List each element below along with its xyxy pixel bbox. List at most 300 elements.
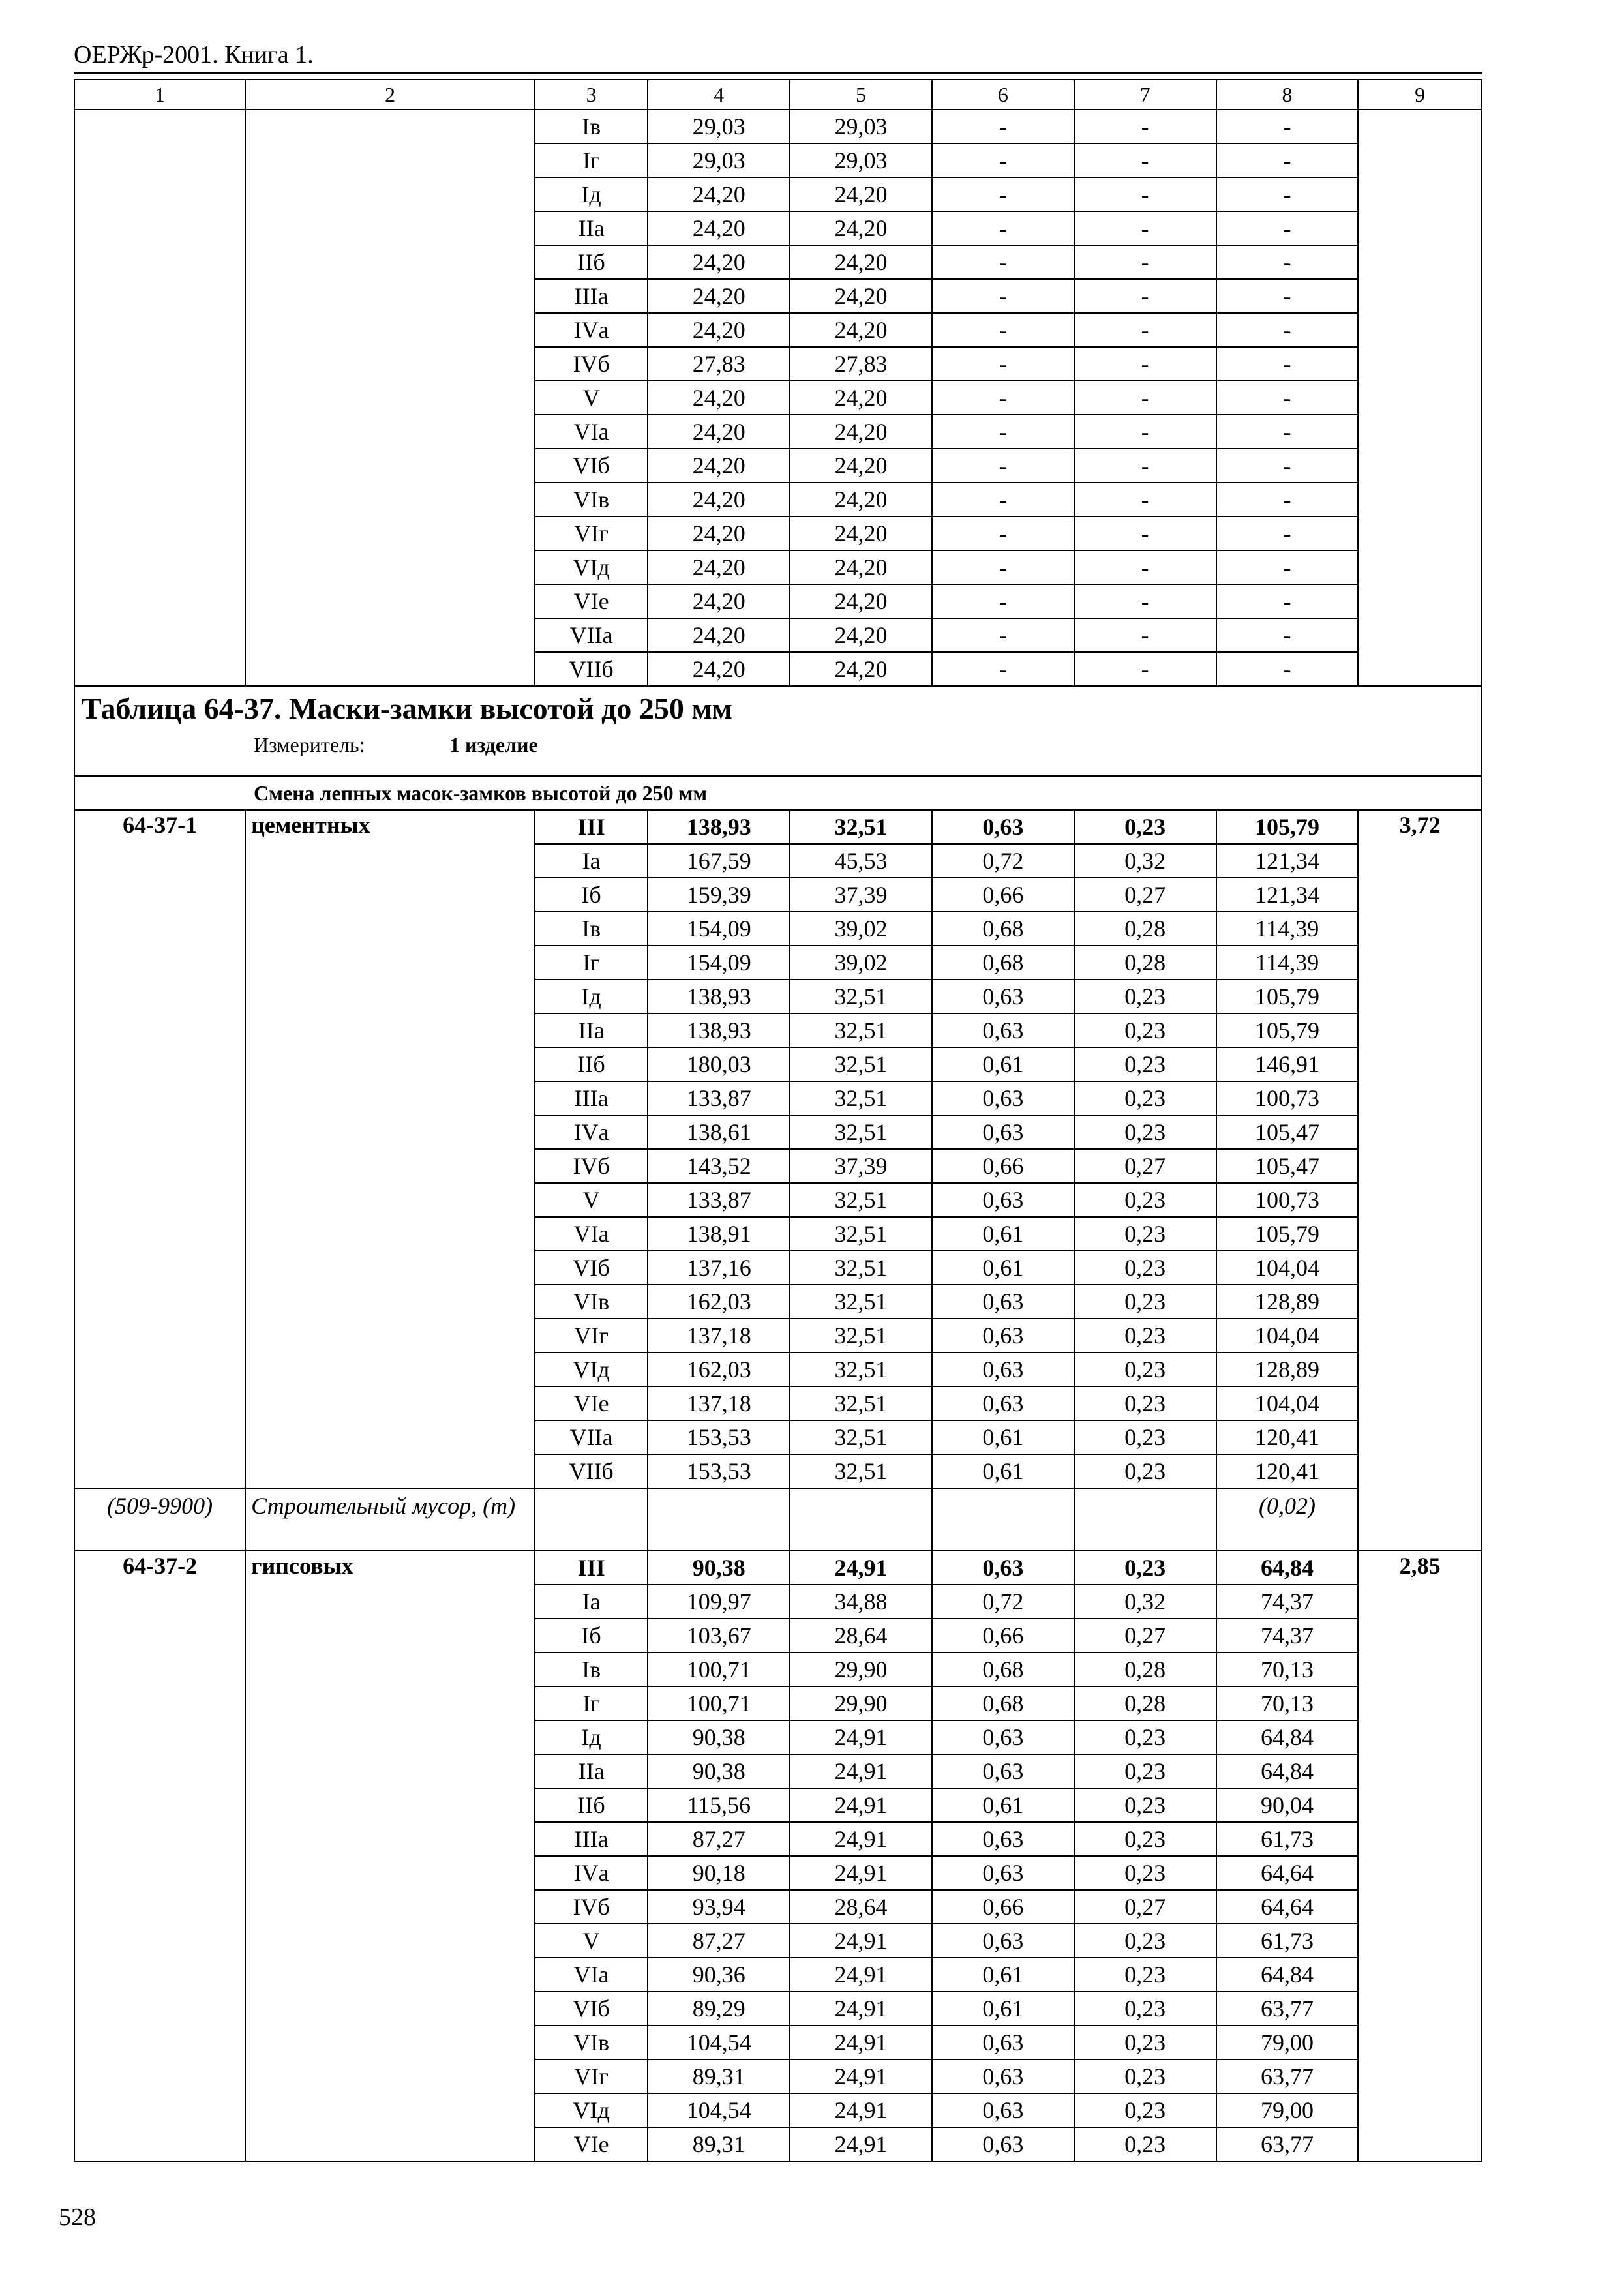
value-cell: 0,63 — [932, 810, 1074, 844]
value-cell: - — [932, 618, 1074, 652]
value-cell: 133,87 — [648, 1081, 790, 1115]
value-cell: 24,20 — [790, 415, 932, 449]
value-cell: VIг — [535, 2059, 648, 2093]
value-cell: 87,27 — [648, 1822, 790, 1856]
value-cell: 0,27 — [1074, 1619, 1216, 1653]
value-cell: - — [1074, 516, 1216, 550]
value-cell: VIб — [535, 1251, 648, 1285]
value-cell: - — [1216, 110, 1359, 143]
value-cell: 90,18 — [648, 1856, 790, 1890]
value-cell: 138,93 — [648, 980, 790, 1013]
value-cell: 24,20 — [790, 177, 932, 211]
value-cell: VIIб — [535, 652, 648, 686]
resource-value: (0,02) — [1216, 1488, 1359, 1551]
column-number: 3 — [535, 80, 648, 110]
value-cell: 32,51 — [790, 1285, 932, 1319]
value-cell: - — [1216, 211, 1359, 245]
value-cell: 24,91 — [790, 1822, 932, 1856]
value-cell: 104,04 — [1216, 1251, 1359, 1285]
value-cell: 74,37 — [1216, 1585, 1359, 1619]
resource-row — [74, 1488, 1482, 1551]
value-cell: - — [932, 449, 1074, 483]
value-cell: - — [1216, 550, 1359, 584]
value-cell: 24,20 — [648, 618, 790, 652]
value-cell: 29,90 — [790, 1686, 932, 1720]
value-cell: - — [1216, 279, 1359, 313]
value-cell: 24,20 — [648, 415, 790, 449]
value-cell: 64,64 — [1216, 1856, 1359, 1890]
value-cell: 0,23 — [1074, 1217, 1216, 1251]
empty-cell — [790, 1488, 932, 1551]
value-cell: 24,20 — [648, 584, 790, 618]
value-cell: 0,63 — [932, 1081, 1074, 1115]
value-cell: 29,03 — [648, 143, 790, 177]
value-cell: 24,20 — [790, 211, 932, 245]
table-title-row — [74, 686, 1482, 776]
value-cell: 105,47 — [1216, 1115, 1359, 1149]
value-cell: III — [535, 1551, 648, 1585]
value-cell: 0,23 — [1074, 1454, 1216, 1488]
value-cell: 0,23 — [1074, 1081, 1216, 1115]
value-cell: - — [1216, 313, 1359, 347]
value-cell: 0,63 — [932, 2026, 1074, 2059]
value-cell: 0,23 — [1074, 1285, 1216, 1319]
value-cell: - — [1074, 110, 1216, 143]
value-cell: 121,34 — [1216, 844, 1359, 878]
value-cell: - — [1074, 550, 1216, 584]
value-cell: 24,91 — [790, 2127, 932, 2161]
value-cell: 32,51 — [790, 1251, 932, 1285]
value-cell: 32,51 — [790, 1319, 932, 1353]
value-cell: 0,27 — [1074, 1149, 1216, 1183]
value-cell: 0,32 — [1074, 1585, 1216, 1619]
value-cell: - — [932, 584, 1074, 618]
value-cell: - — [1216, 652, 1359, 686]
value-cell: Iв — [535, 110, 648, 143]
value-cell: 0,63 — [932, 1115, 1074, 1149]
value-cell: - — [932, 483, 1074, 516]
value-cell: - — [932, 313, 1074, 347]
value-cell: 32,51 — [790, 1217, 932, 1251]
value-cell: 89,31 — [648, 2127, 790, 2161]
value-cell: 0,63 — [932, 980, 1074, 1013]
value-cell: 24,91 — [790, 1551, 932, 1585]
value-cell: 104,04 — [1216, 1319, 1359, 1353]
empty-cell — [648, 1488, 790, 1551]
value-cell: 0,66 — [932, 878, 1074, 912]
value-cell: 0,68 — [932, 1653, 1074, 1686]
value-cell: 0,32 — [1074, 844, 1216, 878]
value-cell: 37,39 — [790, 878, 932, 912]
value-cell: 0,61 — [932, 1788, 1074, 1822]
value-cell: VIе — [535, 1386, 648, 1420]
value-cell: 104,04 — [1216, 1386, 1359, 1420]
value-cell: - — [932, 110, 1074, 143]
value-cell: 0,68 — [932, 1686, 1074, 1720]
value-cell: 32,51 — [790, 1183, 932, 1217]
value-cell: 0,63 — [932, 1319, 1074, 1353]
value-cell: 0,23 — [1074, 1754, 1216, 1788]
table-title-cell — [74, 686, 1482, 776]
value-cell: - — [932, 279, 1074, 313]
value-cell: 24,20 — [648, 652, 790, 686]
value-cell: - — [1216, 347, 1359, 381]
value-cell: - — [1216, 618, 1359, 652]
value-cell: 0,23 — [1074, 2026, 1216, 2059]
value-cell: 24,20 — [648, 483, 790, 516]
value-cell: III — [535, 810, 648, 844]
value-cell: IVа — [535, 1856, 648, 1890]
measure-label: Измеритель: — [254, 733, 365, 756]
value-cell: - — [1074, 347, 1216, 381]
value-cell: VIг — [535, 516, 648, 550]
value-cell: 64,84 — [1216, 1551, 1359, 1585]
value-cell: - — [1216, 415, 1359, 449]
value-cell: - — [932, 415, 1074, 449]
value-cell: 28,64 — [790, 1619, 932, 1653]
value-cell: IIб — [535, 1047, 648, 1081]
value-cell: VIа — [535, 1958, 648, 1992]
value-cell: - — [1074, 652, 1216, 686]
value-cell: 89,29 — [648, 1992, 790, 2026]
value-cell: 24,91 — [790, 1856, 932, 1890]
value-cell: 114,39 — [1216, 946, 1359, 980]
value-cell: 100,73 — [1216, 1081, 1359, 1115]
value-cell: 0,68 — [932, 912, 1074, 946]
value-cell: 138,91 — [648, 1217, 790, 1251]
value-cell: IVб — [535, 1890, 648, 1924]
value-cell: 24,91 — [790, 2059, 932, 2093]
value-cell: 104,54 — [648, 2093, 790, 2127]
value-cell: 24,20 — [790, 550, 932, 584]
page-number: 528 — [59, 2204, 96, 2231]
value-cell: 28,64 — [790, 1890, 932, 1924]
value-cell: 153,53 — [648, 1454, 790, 1488]
value-cell: Iв — [535, 912, 648, 946]
value-cell: 0,63 — [932, 1285, 1074, 1319]
value-cell: - — [932, 550, 1074, 584]
value-cell: 0,63 — [932, 2127, 1074, 2161]
value-cell: 0,23 — [1074, 1183, 1216, 1217]
value-cell: 0,66 — [932, 1149, 1074, 1183]
value-cell: 89,31 — [648, 2059, 790, 2093]
column-number: 5 — [790, 80, 932, 110]
value-cell: 24,91 — [790, 1720, 932, 1754]
value-cell: 32,51 — [790, 1081, 932, 1115]
value-cell: 34,88 — [790, 1585, 932, 1619]
value-cell: 32,51 — [790, 1353, 932, 1386]
value-cell: 0,63 — [932, 1754, 1074, 1788]
value-cell: 32,51 — [790, 980, 932, 1013]
value-cell: 0,61 — [932, 1251, 1074, 1285]
value-cell: IIб — [535, 1788, 648, 1822]
value-cell: 39,02 — [790, 912, 932, 946]
value-cell: 24,20 — [648, 381, 790, 415]
value-cell: 0,66 — [932, 1890, 1074, 1924]
value-cell: 24,20 — [648, 516, 790, 550]
value-cell: VIIб — [535, 1454, 648, 1488]
value-cell: - — [1074, 279, 1216, 313]
value-cell: 64,84 — [1216, 1958, 1359, 1992]
value-cell: 29,03 — [648, 110, 790, 143]
value-cell: V — [535, 381, 648, 415]
value-cell: - — [1216, 584, 1359, 618]
value-cell: 0,28 — [1074, 1653, 1216, 1686]
value-cell: 0,23 — [1074, 1047, 1216, 1081]
value-cell: VIв — [535, 2026, 648, 2059]
value-cell: 24,91 — [790, 1788, 932, 1822]
value-cell: - — [1074, 618, 1216, 652]
empty-cell — [1074, 1488, 1216, 1551]
value-cell: 0,23 — [1074, 1992, 1216, 2026]
empty-cell — [932, 1488, 1074, 1551]
value-cell: 120,41 — [1216, 1420, 1359, 1454]
value-cell: 0,23 — [1074, 1788, 1216, 1822]
value-cell: 45,53 — [790, 844, 932, 878]
value-cell: 109,97 — [648, 1585, 790, 1619]
value-cell: 137,16 — [648, 1251, 790, 1285]
value-cell: 63,77 — [1216, 1992, 1359, 2026]
value-cell: 79,00 — [1216, 2093, 1359, 2127]
value-cell: VIб — [535, 1992, 648, 2026]
value-cell: 39,02 — [790, 946, 932, 980]
value-cell: 32,51 — [790, 1454, 932, 1488]
value-cell: 154,09 — [648, 946, 790, 980]
value-cell: Iа — [535, 1585, 648, 1619]
column-number: 9 — [1358, 80, 1482, 110]
column-number-row — [74, 80, 1482, 110]
value-cell: 162,03 — [648, 1285, 790, 1319]
resource-name: Строительный мусор, (т) — [245, 1488, 535, 1551]
value-cell: 32,51 — [790, 1386, 932, 1420]
item-code: 64-37-1 — [74, 810, 245, 1488]
value-cell: 104,54 — [648, 2026, 790, 2059]
value-cell: 24,20 — [790, 245, 932, 279]
value-cell: VIд — [535, 550, 648, 584]
value-cell: 128,89 — [1216, 1353, 1359, 1386]
value-cell: 162,03 — [648, 1353, 790, 1386]
value-cell: IVа — [535, 1115, 648, 1149]
value-cell: 90,38 — [648, 1720, 790, 1754]
value-cell: 0,23 — [1074, 1353, 1216, 1386]
value-cell: 61,73 — [1216, 1822, 1359, 1856]
value-cell: 159,39 — [648, 878, 790, 912]
value-cell: 24,20 — [790, 652, 932, 686]
value-cell: - — [1216, 381, 1359, 415]
value-cell: 0,23 — [1074, 1386, 1216, 1420]
value-cell: V — [535, 1183, 648, 1217]
value-cell: - — [932, 381, 1074, 415]
value-cell: 137,18 — [648, 1319, 790, 1353]
value-cell: 103,67 — [648, 1619, 790, 1653]
value-cell: 0,23 — [1074, 1251, 1216, 1285]
value-cell: 120,41 — [1216, 1454, 1359, 1488]
value-cell: 0,63 — [932, 1822, 1074, 1856]
value-cell: 24,91 — [790, 1754, 932, 1788]
value-cell: VIе — [535, 2127, 648, 2161]
value-cell: 115,56 — [648, 1788, 790, 1822]
value-cell: Iг — [535, 1686, 648, 1720]
value-cell: 29,03 — [790, 110, 932, 143]
value-cell: 121,34 — [1216, 878, 1359, 912]
value-cell: 32,51 — [790, 1047, 932, 1081]
value-cell: 128,89 — [1216, 1285, 1359, 1319]
value-cell: - — [932, 143, 1074, 177]
value-cell: 0,23 — [1074, 2127, 1216, 2161]
value-cell: VIIа — [535, 1420, 648, 1454]
value-cell: 0,23 — [1074, 810, 1216, 844]
value-cell: 24,20 — [790, 313, 932, 347]
item-name: гипсовых — [245, 1551, 535, 2161]
value-cell: VIа — [535, 1217, 648, 1251]
value-cell: 143,52 — [648, 1149, 790, 1183]
value-cell: - — [1074, 245, 1216, 279]
value-cell: Iг — [535, 946, 648, 980]
value-cell: - — [1216, 245, 1359, 279]
value-cell: - — [932, 347, 1074, 381]
value-cell: 0,63 — [932, 1183, 1074, 1217]
value-cell: 138,93 — [648, 810, 790, 844]
value-cell: - — [1074, 211, 1216, 245]
value-cell: 0,63 — [932, 1386, 1074, 1420]
measure-value: 1 изделие — [449, 733, 538, 756]
value-cell: Iб — [535, 1619, 648, 1653]
value-cell: 0,61 — [932, 1958, 1074, 1992]
value-cell: 138,61 — [648, 1115, 790, 1149]
item-total: 2,85 — [1358, 1551, 1482, 2161]
value-cell: 0,61 — [932, 1454, 1074, 1488]
value-cell: - — [932, 177, 1074, 211]
value-cell: - — [1216, 516, 1359, 550]
value-cell: 0,61 — [932, 1420, 1074, 1454]
value-cell: 0,72 — [932, 844, 1074, 878]
value-cell: 0,23 — [1074, 1013, 1216, 1047]
value-cell: 0,23 — [1074, 1115, 1216, 1149]
value-cell: 27,83 — [648, 347, 790, 381]
value-cell: Iа — [535, 844, 648, 878]
value-cell: 0,63 — [932, 2093, 1074, 2127]
value-cell: 100,71 — [648, 1686, 790, 1720]
value-cell: VIв — [535, 483, 648, 516]
table-title: Таблица 64-37. Маски-замки высотой до 250 мм — [82, 692, 733, 725]
value-cell: 0,27 — [1074, 1890, 1216, 1924]
value-cell: 24,20 — [648, 279, 790, 313]
column-number: 2 — [245, 80, 535, 110]
section-title: Смена лепных масок-замков высотой до 250 мм — [74, 776, 1482, 810]
value-cell: 37,39 — [790, 1149, 932, 1183]
value-cell: 0,23 — [1074, 1720, 1216, 1754]
value-cell: IIа — [535, 1013, 648, 1047]
value-cell: 63,77 — [1216, 2059, 1359, 2093]
value-cell: VIд — [535, 2093, 648, 2127]
value-cell: 24,91 — [790, 1992, 932, 2026]
rates-table-body — [74, 80, 1482, 2161]
value-cell: Iд — [535, 177, 648, 211]
resource-code: (509-9900) — [74, 1488, 245, 1551]
value-cell: IIа — [535, 1754, 648, 1788]
value-cell: 29,90 — [790, 1653, 932, 1686]
value-cell: 24,20 — [790, 483, 932, 516]
section-row — [74, 776, 1482, 810]
table-row — [74, 1551, 1482, 1585]
value-cell: - — [1074, 449, 1216, 483]
value-cell: 24,20 — [648, 245, 790, 279]
value-cell: 74,37 — [1216, 1619, 1359, 1653]
value-cell: V — [535, 1924, 648, 1958]
value-cell: 24,20 — [790, 516, 932, 550]
table-row — [74, 110, 1482, 143]
value-cell: - — [1216, 177, 1359, 211]
value-cell: 146,91 — [1216, 1047, 1359, 1081]
value-cell: 32,51 — [790, 1420, 932, 1454]
value-cell: 24,91 — [790, 2093, 932, 2127]
value-cell: 24,91 — [790, 1958, 932, 1992]
value-cell: 64,84 — [1216, 1720, 1359, 1754]
value-cell: 0,23 — [1074, 1958, 1216, 1992]
page-header: ОЕРЖр-2001. Книга 1. — [74, 41, 314, 68]
value-cell: 0,63 — [932, 1551, 1074, 1585]
value-cell: 0,63 — [932, 1013, 1074, 1047]
value-cell: IVа — [535, 313, 648, 347]
item-code: 64-37-2 — [74, 1551, 245, 2161]
value-cell: 24,91 — [790, 1924, 932, 1958]
value-cell: 24,20 — [790, 449, 932, 483]
value-cell: - — [1074, 483, 1216, 516]
table-row — [74, 810, 1482, 844]
value-cell: VIIа — [535, 618, 648, 652]
value-cell: 100,71 — [648, 1653, 790, 1686]
value-cell: 0,23 — [1074, 1319, 1216, 1353]
value-cell: 90,38 — [648, 1754, 790, 1788]
value-cell: 0,63 — [932, 1856, 1074, 1890]
value-cell: VIг — [535, 1319, 648, 1353]
value-cell: - — [1074, 415, 1216, 449]
value-cell: - — [932, 211, 1074, 245]
value-cell: - — [932, 245, 1074, 279]
value-cell: 24,20 — [790, 381, 932, 415]
value-cell: VIв — [535, 1285, 648, 1319]
value-cell: 24,20 — [648, 449, 790, 483]
column-number: 4 — [648, 80, 790, 110]
value-cell: 0,23 — [1074, 1924, 1216, 1958]
value-cell: Iб — [535, 878, 648, 912]
value-cell: 90,36 — [648, 1958, 790, 1992]
value-cell: 0,61 — [932, 1047, 1074, 1081]
value-cell: IVб — [535, 1149, 648, 1183]
value-cell: 0,61 — [932, 1217, 1074, 1251]
value-cell: 180,03 — [648, 1047, 790, 1081]
value-cell: VIб — [535, 449, 648, 483]
value-cell: - — [932, 516, 1074, 550]
value-cell: Iд — [535, 980, 648, 1013]
value-cell: 79,00 — [1216, 2026, 1359, 2059]
value-cell: 24,20 — [648, 177, 790, 211]
value-cell: 32,51 — [790, 810, 932, 844]
column-number: 6 — [932, 80, 1074, 110]
value-cell: Iг — [535, 143, 648, 177]
value-cell: 114,39 — [1216, 912, 1359, 946]
name-cell — [245, 110, 535, 686]
value-cell: 105,47 — [1216, 1149, 1359, 1183]
header-rule — [74, 72, 1482, 74]
value-cell: VIд — [535, 1353, 648, 1386]
value-cell: 24,91 — [790, 2026, 932, 2059]
value-cell: 61,73 — [1216, 1924, 1359, 1958]
value-cell: 0,23 — [1074, 1822, 1216, 1856]
total-cell — [1358, 110, 1482, 686]
value-cell: 137,18 — [648, 1386, 790, 1420]
item-name: цементных — [245, 810, 535, 1488]
